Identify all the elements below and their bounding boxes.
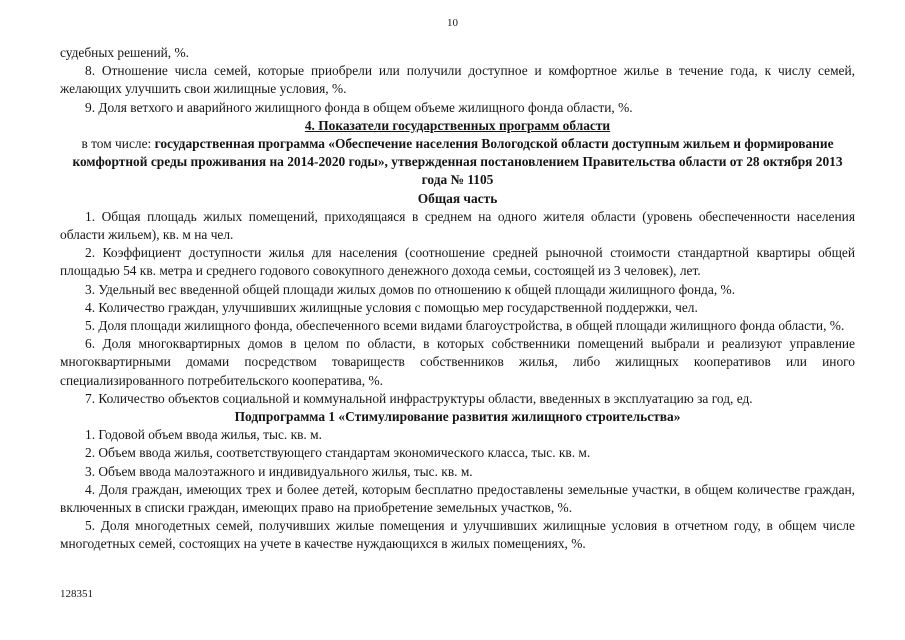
indicator-item: 1. Годовой объем ввода жилья, тыс. кв. м. [85, 427, 322, 443]
program-name: государственная программа «Обеспечение населения Вологодской области доступным жильем и формирование комфортной среды проживания на 2014-2020 годы», утвержденная постановлением Правительства области от 28 октября 2013 года № 1105 [72, 136, 843, 188]
indicator-item: 5. Доля многодетных семей, получивших жилые помещения и улучшивших жилищные условия в отчетном году, в общем числе многодетных семей, состоящих на учете в качестве нуждающихся в жилых помещениях, %. [60, 518, 855, 552]
indicator-item: 5. Доля площади жилищного фонда, обеспеченного всеми видами благоустройства, в общей площади жилищного фонда области, %. [85, 318, 845, 334]
indicator-item: 2. Коэффициент доступности жилья для населения (соотношение средней рыночной стоимости стандартной квартиры общей площадью 54 кв. метра и среднего годового совокупного денежного дохода семьи, состоящей из 3 человек), лет. [60, 245, 855, 279]
indicator-item: 7. Количество объектов социальной и коммунальной инфраструктуры области, введенных в эксплуатацию за год, ед. [85, 390, 753, 406]
subprogram-heading: Подпрограмма 1 «Стимулирование развития жилищного строительства» [234, 409, 681, 425]
indicator-item: 9. Доля ветхого и аварийного жилищного фонда в общем объеме жилищного фонда области, %. [85, 99, 633, 115]
section-title: 4. Показатели государственных программ области [304, 117, 611, 133]
indicator-item: 4. Количество граждан, улучшивших жилищные условия с помощью мер государственной поддержки, чел. [85, 299, 698, 315]
indicator-item: 3. Удельный вес введенной общей площади жилых домов по отношению к общей площади жилищного фонда, %. [85, 281, 736, 297]
indicator-item: 1. Общая площадь жилых помещений, приходящаяся в среднем на одного жителя области (уровень обеспеченности населения области жильем), кв. м на чел. [60, 208, 855, 243]
page-number: 10 [447, 17, 458, 29]
indicator-item: 3. Объем ввода малоэтажного и индивидуального жилья, тыс. кв. м. [85, 463, 473, 479]
program-intro [60, 135, 855, 190]
indicator-item: 4. Доля граждан, имеющих трех и более детей, которым бесплатно предоставлены земельные участки, в общем количестве граждан, включенных в списки граждан, имеющих право на приобретение земельных участков, %. [60, 481, 855, 516]
document-body [60, 44, 855, 554]
general-part-heading: Общая часть [417, 190, 498, 206]
program-intro-prefix: в том числе: [81, 136, 155, 152]
document-code: 128351 [60, 588, 93, 600]
indicator-item: 2. Объем ввода жилья, соответствующего стандартам экономического класса, тыс. кв. м. [85, 445, 591, 461]
continued-text: судебных решений, %. [60, 45, 189, 60]
indicator-item: 8. Отношение числа семей, которые приобрели или получили доступное и комфортное жилье в течение года, к числу семей, желающих улучшить свои жилищные условия, %. [60, 63, 855, 97]
indicator-item: 6. Доля многоквартирных домов в целом по области, в которых собственники помещений выбрали и реализуют управление многоквартирными домами посредством товариществ собственников жилья, либо жилищных кооперативов или иного специализированного потребительского кооператива, %. [60, 336, 855, 388]
